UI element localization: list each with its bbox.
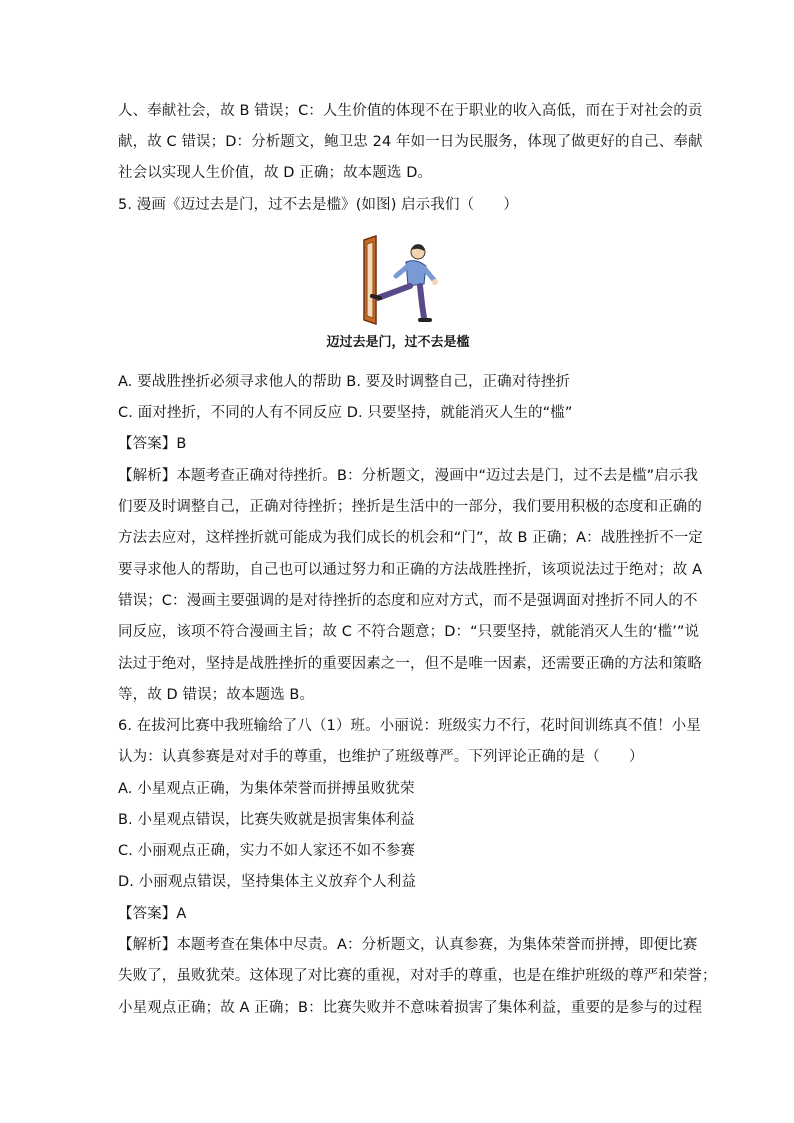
option-line: C. 小丽观点正确，实力不如人家还不如不参赛 [118, 843, 416, 859]
option-line: B. 小星观点错误，比赛失败就是损害集体利益 [118, 812, 415, 828]
text-line: 人、奉献社会，故 B 错误；C：人生价值的体现不在于职业的收入高低，而在于对社会的贡 [118, 103, 703, 119]
figure-caption: 迈过去是门，过不去是槛 [326, 335, 470, 350]
analysis-line: 要寻求他人的帮助，自己也可以通过努力和正确的方法战胜挫折，该项说法过于绝对；故 A [118, 562, 703, 578]
analysis-line: 小星观点正确；故 A 正确；B：比赛失败并不意味着损害了集体利益，重要的是参与的过程 [118, 1000, 703, 1016]
analysis-line: 失败了，虽败犹荣。这体现了对比赛的重视，对对手的尊重，也是在维护班级的尊严和荣誉； [118, 968, 717, 984]
option-line: A. 要战胜挫折必须寻求他人的帮助 B. 要及时调整自己，正确对待挫折 [118, 374, 571, 390]
cartoon-illustration [354, 232, 454, 326]
analysis-line: 们要及时调整自己，正确对待挫折；挫折是生活中的一部分，我们要用积极的态度和正确的 [118, 499, 702, 515]
door-and-man-icon [354, 232, 454, 326]
question-6-stem: 认为：认真参赛是对对手的尊重，也维护了班级尊严。下列评论正确的是（ ） [118, 749, 644, 765]
analysis-line: 【解析】本题考查在集体中尽责。A：分析题文，认真参赛，为集体荣誉而拼搏，即便比赛 [118, 937, 698, 953]
question-5-stem: 5. 漫画《迈过去是门，过不去是槛》(如图) 启示我们（ ） [118, 197, 518, 213]
analysis-line: 方法去应对，这样挫折就可能成为我们成长的机会和“门”，故 B 正确；A：战胜挫折不一定 [118, 530, 703, 546]
analysis-line: 【解析】本题考查正确对待挫折。B：分析题文，漫画中“迈过去是门，过不去是槛”启示我 [118, 468, 699, 484]
analysis-line: 等，故 D 错误；故本题选 B。 [118, 687, 315, 703]
answer-label: 【答案】A [118, 906, 187, 922]
text-line: 献，故 C 错误；D：分析题文，鲍卫忠 24 年如一日为民服务，体现了做更好的自己、奉献 [118, 134, 703, 150]
analysis-line: 法过于绝对，坚持是战胜挫折的重要因素之一，但不是唯一因素，还需要正确的方法和策略 [118, 656, 702, 672]
option-line: C. 面对挫折，不同的人有不同反应 D. 只要坚持，就能消灭人生的“槛” [118, 405, 573, 421]
question-6-stem: 6. 在拔河比赛中我班输给了八（1）班。小丽说：班级实力不行，花时间训练真不值！小星 [118, 718, 701, 734]
analysis-line: 错误；C：漫画主要强调的是对待挫折的态度和应对方式，而不是强调面对挫折不同人的不 [118, 593, 698, 609]
text-line: 社会以实现人生价值，故 D 正确；故本题选 D。 [118, 165, 433, 181]
analysis-line: 同反应，该项不符合漫画主旨；故 C 不符合题意；D：“只要坚持，就能消灭人生的‘槛’”说 [118, 624, 700, 640]
answer-label: 【答案】B [118, 436, 187, 452]
option-line: D. 小丽观点错误，坚持集体主义放弃个人利益 [118, 874, 417, 890]
option-line: A. 小星观点正确，为集体荣誉而拼搏虽败犹荣 [118, 781, 415, 797]
